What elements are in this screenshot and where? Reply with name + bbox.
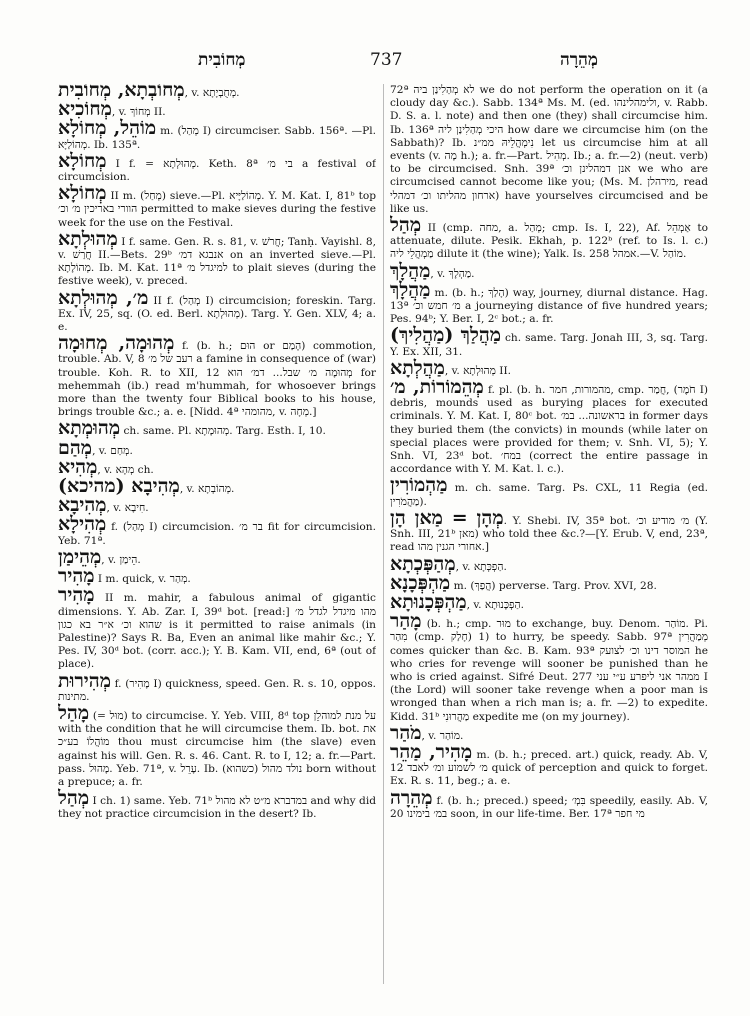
entry-lemma: מְחוֹכִיא [58, 98, 112, 121]
entry-definition: I m. quick, v. מְהַר. [94, 573, 191, 586]
entry-lemma: מַהֲלְתָא [390, 356, 445, 379]
entry-definition: m. ch. same. Targ. Ps. CXL, 11 Regia (ed. מַהֲמֹרִין). [390, 482, 708, 508]
dictionary-entry [58, 286, 376, 335]
entry-lemma: מְהֵרָה [390, 786, 433, 809]
entry-definition: , v. מְהוּלְתָא II. [444, 364, 512, 377]
entry-definition: , v. הַפְכָּנוּתָא. [466, 598, 525, 611]
entry-definition: , v. הַפְכְּתָא. [455, 560, 507, 573]
page-header [58, 50, 708, 72]
dictionary-entry [390, 278, 708, 327]
entry-lemma: מְחוֹלָא [58, 182, 107, 205]
entry-definition: m. (b. h.; preced. art.) quick, ready. Ab. V, 12 מ׳ לשמוע ומ׳ לאבד quick of perception and quick to forget. Ex. R. s. 11, beg.; a. e. [390, 748, 708, 788]
entry-definition: , v. חִיבָא. [106, 502, 149, 515]
entry-lemma: מְהַל [390, 214, 422, 237]
entry-lemma: מְהָן = מַאן הָן [390, 506, 504, 529]
left-column [58, 84, 376, 1004]
entry-lemma: מְהִיא [58, 455, 98, 478]
entry-definition: m. (b. h.; הָלַךְ) way, journey, diurnal distance. Hag. 13ª מ׳ חמש וכ׳ a journeying distance of five hundred years; Pes. 94ᵇ; Y. Ber. I, 2ᶜ bot.; a. fr. [390, 286, 708, 326]
entry-definition: II m. (מְחַל) sieve.—Pl. מְהוֹלַיָּיא. Y. M. Kat. I, 81ᵇ top הוורי באריכין מ׳ וכ׳ permitted to make sieves during the festive week for the use on the Festival. [58, 190, 376, 229]
dictionary-entry [58, 227, 376, 289]
entry-definition: m. (הֲפַךְ) perverse. Targ. Prov. XVI, 28. [450, 579, 657, 592]
entry-lemma: מְחוֹבְתָא, מְחוֹבִית [58, 84, 185, 101]
entry-lemma: מְהַפְּכְתָא [390, 552, 456, 575]
dictionary-entry [390, 259, 708, 282]
dictionary-entry [58, 436, 376, 459]
entry-definition: II m. mahir, a fabulous animal of gigantic dimensions. Y. Ab. Zar. I, 39ᵈ bot. [read:] מהו מיגדל לגדל מ׳ שהוא וכ׳ א״ר בא כגון is it permitted to raise animals (in Palestine)? Says R. Ba, Even an animal like mahir &c.; Y. Pes. IV, 30ᵈ bot. (corr. acc.); Y. B. Kam. VII, end, 6ª (out of place). [58, 592, 376, 671]
page-number: 737 [370, 50, 403, 70]
dictionary-entry [58, 149, 376, 184]
entry-lemma: מְהִיבָא [58, 494, 107, 517]
entry-definition: I f. same. Gen. R. s. 81, v. חֲרֹשׁ; Tanḥ. Vayishl. 8, v. חֲרַשׁ II.—Bets. 29ᵇ אנבגא דמ׳ on an inverted sieve.—Pl. מְהוֹלָתָא. Ib. M. Kat. 11ª למיגדל מ׳ to plait sieves (during the festive week), v. preced. [58, 235, 376, 288]
right-column [390, 84, 708, 1004]
entry-definition: , v. מְחֻבְיָתָא. [184, 87, 240, 99]
dictionary-entry [58, 182, 376, 230]
entry-lemma: מָהַר [390, 610, 422, 633]
dictionary-entry [390, 610, 708, 724]
entry-definition: , v. מְהוֹבְתָא. [179, 483, 235, 496]
entry-lemma: מְהוּלְתָא [58, 227, 118, 250]
entry-lemma: מְהַם [58, 436, 93, 459]
entry-definition: I f. = מְהוּלְתָא. Keth. 8ª בי מ׳ a festival of circumcision. [58, 157, 376, 184]
entry-definition: ch. same. Targ. Jonah III, 3, sq. Targ. Y. Ex. XII, 31. [390, 332, 708, 358]
entry-definition: f. (מְהַל I) circumcision. בר מ׳ fit for circumcision. Yeb. 71ª. [58, 521, 376, 547]
entry-definition: f. pl. (b. h. מהמורות, חמר, cmp. חֲמַר, (חֹמֶר I) debris, mounds used as burying places for executed criminals. Y. M. Kat. I, 80ᶜ bot. בראשונה... במ׳ in former days they buried them (the convicts) in mounds (while later on special places were provided for them; v. Snh. VI, 5); Y. Snh. VI, 23ᵈ bot. במח׳ (correct the entire passage in accordance with Y. M. Kat. l. c.). [390, 384, 708, 476]
dictionary-entry [58, 669, 376, 704]
entry-definition: , v. מְחוֹךְ II. [111, 106, 166, 119]
dictionary-entry [390, 324, 708, 358]
entry-lemma: מְהַל [58, 787, 90, 810]
entry-lemma: מְהוּמָה, מְחוּמָה [58, 332, 175, 355]
dictionary-entry [390, 214, 708, 262]
dictionary-entry [390, 786, 708, 821]
entry-lemma: מַהְפְּכָנוּתָא [390, 590, 467, 613]
entry-definition: f. (מָהִיר I) quickness, speed. Gen. R. s. 10, oppos. מתינות. [58, 677, 376, 703]
entry-lemma: מְהִירוּת [58, 669, 111, 692]
entry-definition: II f. (מְהַל I) circumcision; foreskin. Targ. Ex. IV, 25, sq. (O. ed. Berl. מְהוּלְתָא). Targ. Y. Gen. XLV, 4; a. e. [58, 294, 376, 334]
entry-lemma: (מַהֲלִיךְ) מַהֲלַךְ [390, 324, 502, 347]
right-running-headword: מְהֵרָה [560, 50, 598, 70]
dictionary-entry [58, 332, 376, 419]
left-running-headword: מְחוֹבִית [198, 50, 246, 70]
dictionary-entry [58, 513, 376, 547]
entry-definition: II (cmp. מחה, a. מְהַל; cmp. Is. I, 22), Af. אַמְהֵל to attenuate, dilute. Pesik. Ekhah, p. 122ᵇ (ref. to Is. l. c.) מַמְהֲלֵי ליה dilute it (the wine); Yalk. Is. 258 אמהל.—V. מוֹהַל. [390, 222, 708, 261]
dictionary-entry [390, 84, 708, 216]
entry-lemma: מְהֵימַן [58, 545, 102, 568]
dictionary-entry [58, 701, 376, 789]
dictionary-entry [390, 740, 708, 789]
entry-definition: (= מוּל) to circumcise. Y. Yeb. VIII, 8ᵈ top על מנת למוהלֵן with the condition that he will circumcise them. Ib. bot. את מוֹהֲלוֹ בע״כ thou must circumcise him (the slave) even against his will. Gen. R. s. 46. Cant. R. to I, 12; a. fr.—Part. pass. מָהוּל. Yeb. 71ª, v. עָרֵל. Ib. נולד מהול (כשהוא) born without a prepuce; a. fr. [58, 709, 376, 788]
entry-definition: ch. same. Pl. מְהוּמָתָא. Targ. Esth. I, 10. [120, 425, 326, 438]
entry-lemma: מְחוֹלָא [58, 149, 107, 172]
entry-lemma: מַהֲלָךְ [390, 278, 431, 301]
entry-definition: , v. מְהָא ch. [97, 463, 154, 476]
dictionary-entry [58, 787, 376, 821]
dictionary-entry [58, 545, 376, 568]
entry-lemma: מָהִיר, מַהֵר [390, 740, 473, 763]
entry-definition: I ch. 1) same. Yeb. 71ᵇ במדברא מ״ט לא מהול and why did they not practice circumcision in the desert? Ib. [58, 795, 376, 821]
entry-definition: , v. מוֹהַר. [421, 729, 464, 742]
dictionary-entry [58, 565, 376, 588]
entry-definition: , v. מְחַם. [92, 444, 133, 457]
dictionary-entry [390, 506, 708, 555]
entry-lemma: מָהִיר [58, 565, 95, 588]
two-column-body [58, 84, 708, 1004]
column-divider [383, 84, 384, 984]
entry-lemma: מוֹהֵל, מְחוֹלָא [58, 117, 157, 140]
entry-lemma: מַהֲלָךְ [390, 259, 431, 282]
entry-lemma: (מהיכא) מְהִיבָא [58, 475, 180, 498]
entry-definition: , v. מַהְלָךְ. [430, 267, 475, 280]
entry-definition: f. (b. h.; preced.) speed; בִּמְ׳ speedily, easily. Ab. V, 20 במ׳ בימינו soon, in our life-time. Ber. 17ª מי חפר [390, 794, 708, 820]
entry-lemma: מָהַל [58, 701, 90, 724]
entry-definition: m. (מְהַל I) circumciser. Sabb. 156ª. —Pl. מְהוֹלַיָּא. Ib. 135ª. [58, 125, 376, 151]
entry-lemma: מֹהַר [390, 721, 422, 744]
entry-definition: (b. h.; cmp. מוּר to exchange, buy. Denom. מוֹהַר. Pi. מִהַר (cmp. חָלַק) 1) to hurry, be speedy. Sabb. 97ª מְמַהֲרִין comes quicker than &c. B. Kam. 93ª המוסר דינו וכ׳ לצועק he who cries for revenge will sooner be punished than he who is cried against. Sifré Deut. 277 ממהר אני ליפרע ע״י עני I (the Lord) will sooner take revenge when a poor man is wronged than when a rich man is; a. fr. —2) to expedite. Kidd. 31ᵇ מַהֲרוּנִי expedite me (on my journey). [390, 618, 708, 723]
entry-lemma: מ׳, מְהוּלְתָא [58, 286, 149, 309]
dictionary-entry [390, 474, 708, 508]
dictionary-entry [58, 417, 376, 440]
entry-lemma: מָהִיר [58, 584, 95, 607]
entry-lemma: מַהְפְּכָנָא [390, 571, 451, 594]
dictionary-entry [390, 590, 708, 613]
entry-definition: , v. הֵימַן. [101, 553, 141, 566]
dictionary-entry [58, 584, 376, 671]
entry-definition: . Y. Shebi. IV, 35ª bot. מ׳ מודיע וכ׳ (Y. Snh. III, 21ᵇ מאן) who told thee &c.?—[Y. Erub. V, end, 23ª, read אחורי הגנין מהו.] [390, 514, 708, 554]
entry-definition: 72ª לא מְהַלִינַן ביה we do not perform the operation on it (a cloudy day &c.). Sabb. 134ª Ms. M. (ed. ולימהלינהו, v. Rabb. D. S. a. l. note) and then one (they) shall circumcise him. Ib. 136ª היכי מְהַלִינַן ליה how dare we circumcise him (on the Sabbath)? Ib. נִימְהֲלֵיהּ ממ״נ let us circumcise him at all events (v. מָה h.); a. fr.—Part. מְהִיל. Ib.; a. fr.—2) (neut. verb) to be circumcised. Snh. 39ª אנן דמהלינן וכ׳ we who are circumcised cannot become like you; (Ms. M. מירהלן, read ארחון מהליתו וכ׳ דמהלי) have yourselves circumcised and be like us. [390, 84, 708, 215]
entry-lemma: מַהְמוֹרִין [390, 474, 448, 497]
dictionary-entry [390, 376, 708, 476]
entry-definition: f. (b. h.; הוּם or הָמַם) commotion, trouble. Ab. V, 8 רעב של מ׳ a famine in consequence of (war) trouble. Koh. R. to XII, 12 מְהוּמָה מ׳ שבל... דמ׳ הוא for mehemmah (ib.) read m'hummah, for whosoever brings more than the twenty four Biblical books to his house, brings trouble &c.; a. e. [Nidd. 4ª מהומהי, v. מְחָה.] [58, 340, 376, 419]
entry-lemma: מְהִילָא [58, 513, 107, 536]
entry-lemma: מְהוּמְתָא [58, 417, 121, 440]
entry-lemma: מְהֵמוֹרוֹת, מ׳ [390, 376, 484, 399]
dictionary-entry [58, 117, 376, 151]
